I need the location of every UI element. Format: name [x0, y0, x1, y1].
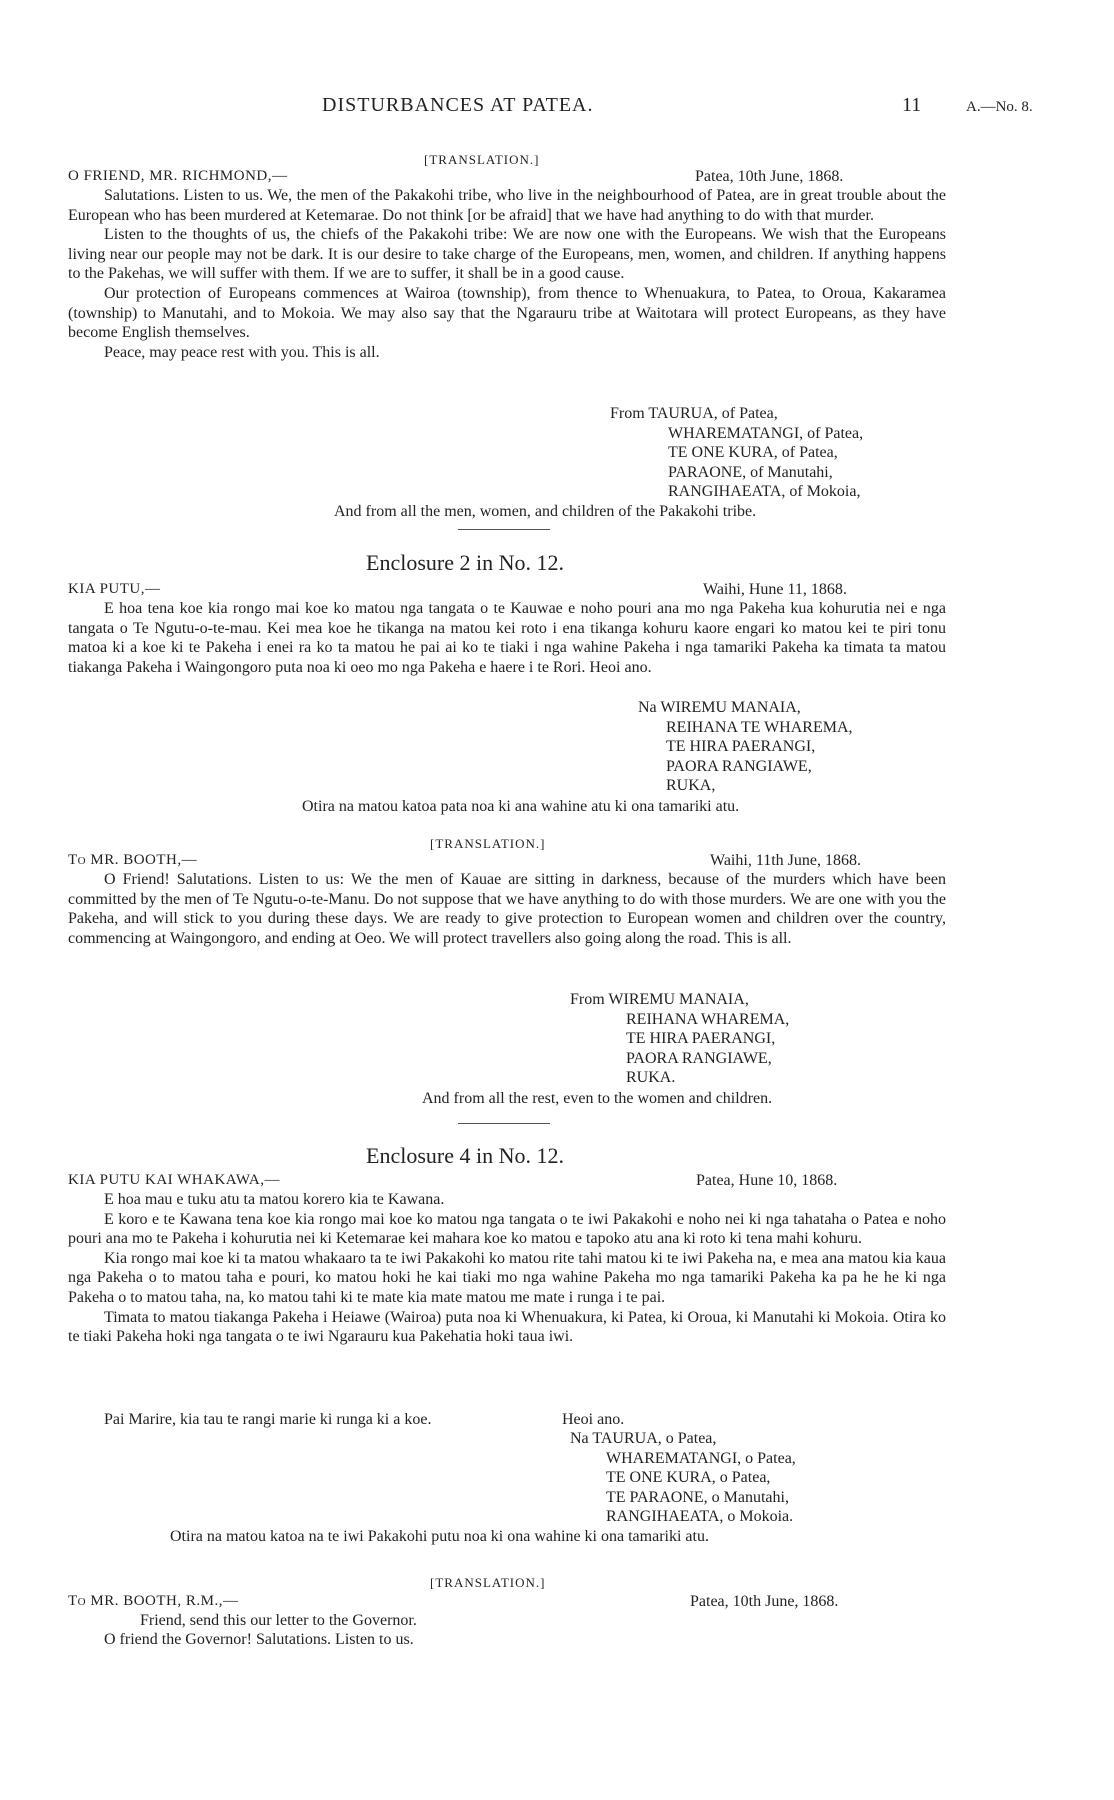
signatory: RUKA, [666, 777, 716, 795]
letter-salutation: O FRIEND, MR. RICHMOND,— [68, 168, 288, 184]
letter-place-date: Patea, Hune 10, 1868. [696, 1172, 838, 1189]
page-number: 11 [902, 94, 922, 116]
signatory: TE ONE KURA, of Patea, [668, 444, 838, 462]
letter-salutation: KIA PUTU KAI WHAKAWA,— [68, 1172, 281, 1188]
page-header-title: DISTURBANCES AT PATEA. [322, 94, 594, 116]
signatory: RUKA. [626, 1069, 676, 1087]
signatories [638, 698, 853, 796]
letter-salutation: KIA PUTU,— [68, 581, 161, 597]
signatory: PARAONE, of Manutahi, [668, 463, 833, 481]
translation-label: [TRANSLATION.] [430, 1575, 546, 1590]
section-divider [458, 529, 550, 530]
paragraph: Salutations. Listen to us. We, the men of the Pakakohi tribe, who live in the neighbourhood of Patea, are in great trouble about the European who has been murdered at Ketemarae. Do not think [or be afraid] that we have had anything to do with that murder. [68, 187, 946, 224]
enclosure-heading: Enclosure 4 in No. 12. [366, 1143, 564, 1168]
paragraph: Listen to the thoughts of us, the chiefs of the Pakakohi tribe: We are now one with the Europeans. We wish that the Europeans living near our people may not be dark. It is our desire to take charge of the Europeans, men, women, and children. If anything happens to the Pakehas, we will suffer with them. If we are to suffer, it shall be in a good cause. [68, 226, 946, 283]
letter-line: O friend the Governor! Salutations. Listen to us. [104, 1631, 414, 1648]
letter-closing: Otira na matou katoa na te iwi Pakakohi putu noa ki ona wahine ki ona tamariki atu. [170, 1528, 709, 1545]
signatory: RANGIHAEATA, of Mokoia, [668, 483, 861, 501]
signatory: WHAREMATANGI, of Patea, [668, 424, 864, 442]
signatories [570, 1429, 796, 1527]
letter-closing: Otira na matou katoa pata noa ki ana wahine atu ki ona tamariki atu. [302, 798, 740, 815]
paragraph: E hoa tena koe kia rongo mai koe ko matou nga tangata o te Kauwae e noho pouri ana mo nga Pakeha kua kohurutia nei e nga tangata o Te Ngutu-o-te-mau. Kei mea koe he tikanga na matou kei roto i ena tikanga kohuru kaore engari ko matou kei te piri tonu matoa ki a koe ki te Pakeha i enei ra ko ta matou he pai ai ko te tiaki i nga wahine Pakeha i nga tamariki Pakeha ka timata ta matou tiakanga Pakeha i Waingongoro puta noa ki oeo mo nga Pakeha e haere i te Rori. Heoi ano. [68, 600, 946, 676]
paragraph: E hoa mau e tuku atu ta matou korero kia te Kawana. [104, 1191, 445, 1208]
translation-label: [TRANSLATION.] [430, 836, 546, 851]
letter-place-date: Waihi, Hune 11, 1868. [703, 581, 847, 598]
signatory: From TAURUA, of Patea, [610, 405, 778, 422]
enclosure-heading: Enclosure 2 in No. 12. [366, 550, 564, 575]
signatory: TE ONE KURA, o Patea, [606, 1469, 771, 1487]
letter-body [68, 1190, 946, 1347]
paragraph: Timata to matou tiakanga Pakeha i Heiawe (Wairoa) puta noa ki Whenuakura, ki Patea, ki Oroua, ki Manutahi ki Mokoia. Otira ko te tiaki Pakeha hoki nga tangata o te iwi Ngarauru kua Pakehatia hoki taua iwi. [68, 1308, 946, 1346]
paragraph: Peace, may peace rest with you. This is all. [104, 343, 380, 361]
signatories [570, 990, 789, 1088]
paragraph: E koro e te Kawana tena koe kia rongo mai koe ko matou nga tangata o te iwi Pakakohi e noho nei ki nga tahataha o Patea e noho pouri ana mo te Pakeha i kohurutia nei ki Ketemarae kei mahara koe ko matou e tapoko atu ana ki roto ki tena mahi kohuru. [68, 1210, 946, 1248]
signatory: REIHANA TE WHAREMA, [666, 718, 853, 736]
letter-line: Friend, send this our letter to the Governor. [140, 1612, 417, 1629]
letter-place-date: Patea, 10th June, 1868. [695, 168, 844, 185]
translation-label: [TRANSLATION.] [424, 152, 540, 167]
signatory: Na WIREMU MANAIA, [638, 699, 801, 716]
paragraph-last-line: Pai Marire, kia tau te rangi marie ki runga ki a koe. [104, 1411, 432, 1428]
signatory: From WIREMU MANAIA, [570, 991, 749, 1008]
signatory: TE HIRA PAERANGI, [626, 1030, 776, 1048]
signatory: RANGIHAEATA, o Mokoia. [606, 1508, 794, 1526]
signatory: PAORA RANGIAWE, [626, 1049, 772, 1067]
signatory: TE HIRA PAERANGI, [666, 738, 816, 756]
document-reference: A.—No. 8. [966, 99, 1033, 115]
letter-closing: And from all the rest, even to the women and children. [422, 1090, 773, 1107]
signatory: Na TAURUA, o Patea, [570, 1430, 717, 1447]
letter-place-date: Patea, 10th June, 1868. [690, 1593, 839, 1610]
signatory: TE PARAONE, o Manutahi, [606, 1488, 789, 1506]
letter-place-date: Waihi, 11th June, 1868. [710, 852, 861, 869]
paragraph: Kia rongo mai koe ki ta matou whakaaro ta te iwi Pakakohi ko matou rite tahi matou ki te iwi Pakeha na, e mea ana matou kia kaua nga Pakeha o to matou taha e pouri, ko matou hoki he kai tiaki mo nga wahine Pakeha mo nga tamariki Pakeha ka pa he he ki nga Pakeha o to matou taha, na, ko matou tahi ki te mate kia mate matou me mate i runga i te pai. [68, 1249, 946, 1306]
paragraph: Our protection of Europeans commences at Wairoa (township), from thence to Whenuakura, to Patea, to Oroua, Kakaramea (township) to Manutahi, and to Mokoia. We may also say that the Ngarauru tribe at Waitotara will protect Europeans, as they have become English themselves. [68, 284, 946, 342]
paragraph-end: Heoi ano. [562, 1411, 625, 1428]
section-divider [458, 1123, 550, 1124]
letter-body [68, 186, 946, 362]
letter-body [68, 870, 946, 948]
signatories [610, 404, 863, 502]
letter-salutation: To MR. BOOTH,— [68, 852, 198, 868]
signatory: REIHANA WHAREMA, [626, 1010, 790, 1028]
paragraph: O Friend! Salutations. Listen to us: We the men of Kauae are sitting in darkness, because of the murders which have been committed by the men of Te Ngutu-o-te-Manu. Do not suppose that we have anything to do with those murders. We are one with you the Pakeha, and will stick to you during these days. We are ready to give protection to European women and children over the country, commencing at Waingongoro, and ending at Oeo. We will protect travellers also going along the road. This is all. [68, 871, 946, 947]
letter-closing: And from all the men, women, and children of the Pakakohi tribe. [334, 503, 757, 520]
signatory: WHAREMATANGI, o Patea, [606, 1449, 796, 1467]
signatory: PAORA RANGIAWE, [666, 757, 812, 775]
letter-body [68, 599, 946, 677]
letter-salutation: To MR. BOOTH, R.M.,— [68, 1593, 239, 1609]
